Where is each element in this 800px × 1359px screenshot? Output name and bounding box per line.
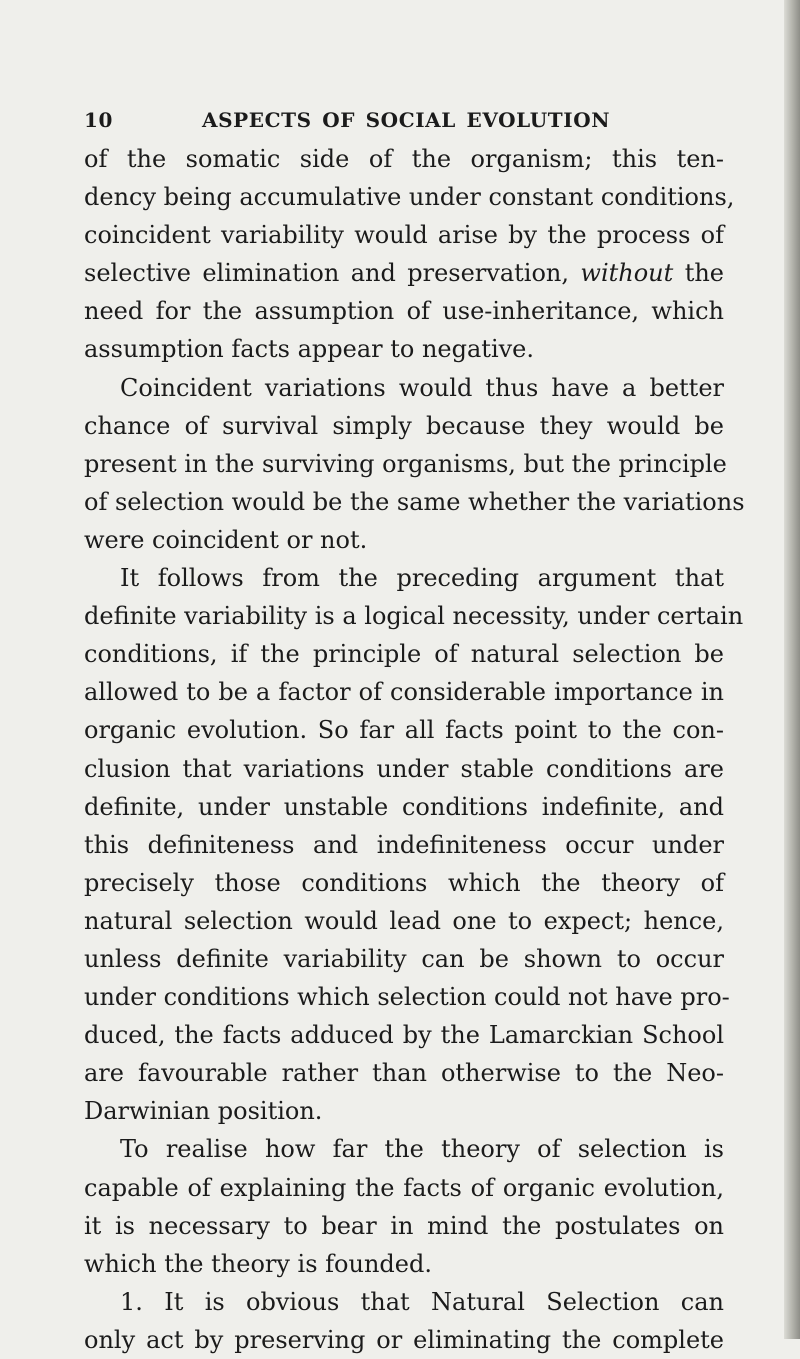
text-line: definite, under unstable conditions indefinite, and (84, 792, 724, 821)
italic-word: without (580, 259, 674, 288)
text-line: definite variability is a logical necessity, under certain (84, 602, 744, 631)
text-line: natural selection would lead one to expect; hence, (84, 906, 724, 935)
paragraph-first-line: To realise how far the theory of selection is (120, 1135, 724, 1164)
paragraph-first-line: It follows from the preceding argument that (120, 564, 724, 593)
body-text (84, 140, 745, 1359)
text-line: under conditions which selection could not have pro- (84, 983, 730, 1012)
text-line: which the theory is founded. (84, 1249, 432, 1278)
text-line: assumption facts appear to negative. (84, 335, 535, 364)
text-line: only act by preserving or eliminating the complete (84, 1325, 724, 1354)
page-edge-shadow (784, 0, 800, 1339)
text-line: organic evolution. So far all facts point to the con- (84, 716, 724, 745)
text-run: the (684, 259, 724, 288)
text-line: unless definite variability can be shown to occur (84, 944, 724, 973)
paragraph-first-line: Coincident variations would thus have a better (120, 373, 724, 402)
text-line (84, 254, 724, 292)
text-line: conditions, if the principle of natural selection be (84, 640, 724, 669)
text-line: clusion that variations under stable conditions are (84, 754, 724, 783)
text-line: it is necessary to bear in mind the postulates on (84, 1211, 724, 1240)
text-line: were coincident or not. (84, 525, 368, 554)
text-line: capable of explaining the facts of organic evolution, (84, 1173, 724, 1202)
text-line: this definiteness and indefiniteness occur under (84, 830, 724, 859)
page-number: 10 (84, 108, 114, 132)
text-line: present in the surviving organisms, but the principle (84, 449, 727, 478)
text-line: precisely those conditions which the theory of (84, 868, 724, 897)
text-line: dency being accumulative under constant conditions, (84, 183, 735, 212)
paragraph-first-line: 1. It is obvious that Natural Selection can (120, 1287, 724, 1316)
text-line: coincident variability would arise by the process of (84, 221, 724, 250)
text-line: allowed to be a factor of considerable importance in (84, 678, 724, 707)
text-line: of the somatic side of the organism; this ten- (84, 145, 724, 173)
text-line: chance of survival simply because they would be (84, 411, 724, 440)
text-run: selective elimination and preservation, (84, 259, 569, 288)
running-head (84, 108, 706, 140)
text-line: are favourable rather than otherwise to the Neo- (84, 1059, 724, 1088)
text-line: Darwinian position. (84, 1097, 323, 1126)
running-title: ASPECTS OF SOCIAL EVOLUTION (202, 108, 611, 132)
text-line: need for the assumption of use-inheritance, which (84, 297, 724, 326)
text-line: of selection would be the same whether the variations (84, 487, 745, 516)
text-line: duced, the facts adduced by the Lamarckian School (84, 1021, 724, 1050)
